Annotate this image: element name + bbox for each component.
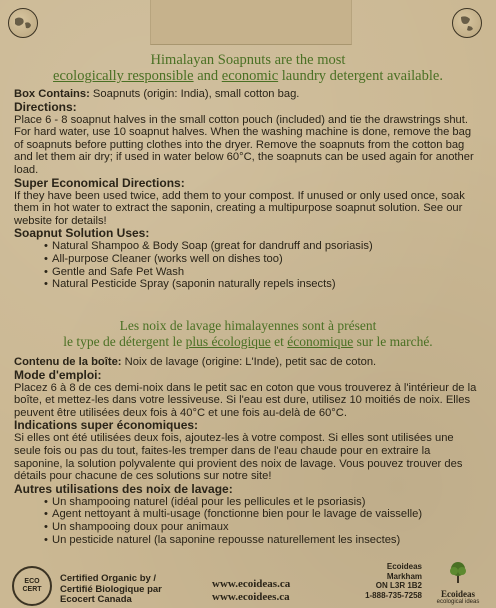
brand-tagline: ecological ideas [436,599,480,605]
economical-text: If they have been used twice, add them to your compost. If unused or only used once, soak them in hot water to extract the saponin, creating a multipurpose soapnut solution. See our website for details! [14,189,465,227]
fr-directions-text: Placez 6 à 8 de ces demi-noix dans le petit sac en coton que vous trouverez à l'intérieur de la boîte, et mettez-les dans votre lessiveuse. Si l'eau est dure, utilisez 10 moitiés de noix. Elles peuvent être utilisées deux fois à 40°C et une fois au-delà de 60°C. [14,381,477,419]
fr-uses-list [14,496,480,546]
french-headline [0,318,496,350]
headline-fr-a: le type de détergent le [63,334,186,349]
fr-directions-title: Mode d'emploi: [14,367,102,382]
headline-and: and [193,68,222,84]
headline-fr-plus-ecologique: plus écologique [185,334,271,349]
tree-icon [446,560,470,584]
headline-line-2 [0,68,496,84]
certified-line-2: Certifié Biologique par [60,583,162,595]
websites [212,578,290,604]
fr-uses-title: Autres utilisations des noix de lavage: [14,481,233,496]
fr-economical-title: Indications super économiques: [14,418,199,433]
box-contains [14,88,480,101]
globe-icon [8,8,38,38]
website-fr[interactable]: www.ecoidees.ca [212,591,290,603]
headline-economic: economic [221,68,279,84]
brand-name: Ecoideas [440,589,475,599]
ecoideas-logo [428,560,488,604]
fr-box-contains [14,356,480,369]
directions-text: Place 6 - 8 soapnut halves in the small cotton pouch (included) and tie the drawstrings shut. For hard water, use 10 soapnut halves. When the washing machine is done, remove the bag of soapnuts before putting clothes into the dryer. Remove the soapnuts from the cotton bag and let them air dry; if used in water below 60°C, the soapnuts can be used again for another load. [14,113,474,176]
certified-line-3: Ecocert Canada [60,594,132,605]
list-item: • Agent nettoyant à multi-usage (fonctionne bien pour le lavage de vaisselle) [52,508,480,521]
fr-box-contains-label: Contenu de la boîte: [14,356,122,368]
address [340,562,422,600]
website-en[interactable]: www.ecoideas.ca [212,578,291,590]
address-line-1: Ecoideas [386,562,422,571]
headline-line-1: Himalayan Soapnuts are the most [150,52,346,68]
english-section [14,88,480,291]
headline-fr-rest: sur le marché. [353,334,433,349]
headline-ecologically-responsible: ecologically responsible [53,68,194,84]
uses-title: Soapnut Solution Uses: [14,226,150,241]
list-item: • Un shampooing doux pour animaux [52,521,480,534]
certified-line-1: Certified Organic by / [60,573,157,584]
list-item: • Natural Shampoo & Body Soap (great for dandruff and psoriasis) [52,240,480,253]
list-item: • Gentle and Safe Pet Wash [52,266,480,279]
list-item: • All-purpose Cleaner (works well on dishes too) [52,253,480,266]
headline-fr-line-1: Les noix de lavage himalayennes sont à présent [119,318,377,333]
address-phone: 1-888-735-7258 [365,590,422,600]
box-contains-label: Box Contains: [14,88,90,100]
directions-title: Directions: [14,99,77,114]
ecocert-logo [12,566,52,606]
english-headline [0,52,496,84]
headline-fr-line-2 [0,334,496,350]
uses-list [14,240,480,290]
ecocert-logo-text: ECO CERT [22,578,42,593]
fr-box-contains-text: Noix de lavage (origine: L'Inde), petit sac de coton. [121,356,377,368]
french-section [14,356,480,546]
address-line-3: ON L3R 1B2 [375,581,422,590]
headline-rest: laundry detergent available. [278,68,443,84]
box-contains-text: Soapnuts (origin: India), small cotton bag. [89,88,300,100]
list-item: • Un pesticide naturel (la saponine repousse naturellement les insectes) [52,534,480,547]
address-line-2: Markham [386,571,422,581]
list-item: • Natural Pesticide Spray (saponin naturally repels insects) [52,278,480,291]
certified-organic [60,574,162,606]
box-flap [150,0,352,45]
globe-icon [452,8,482,38]
economical-title: Super Economical Directions: [14,175,185,190]
list-item: • Un shampooing naturel (idéal pour les pellicules et le psoriasis) [52,496,480,509]
fr-economical-text: Si elles ont été utilisées deux fois, ajoutez-les à votre compost. Si elles sont utilisées une seule fois ou pas du tout, faites-les tremper dans de l'eau chaude pour en extraire la saponine, la solution polyvalente qui provient des noix de lavage. Vous pouvez trouver des détails pour chacune de ces solutions sur notre site! [14,432,463,483]
headline-fr-et: et [270,334,288,349]
headline-fr-economique: économique [287,334,354,349]
